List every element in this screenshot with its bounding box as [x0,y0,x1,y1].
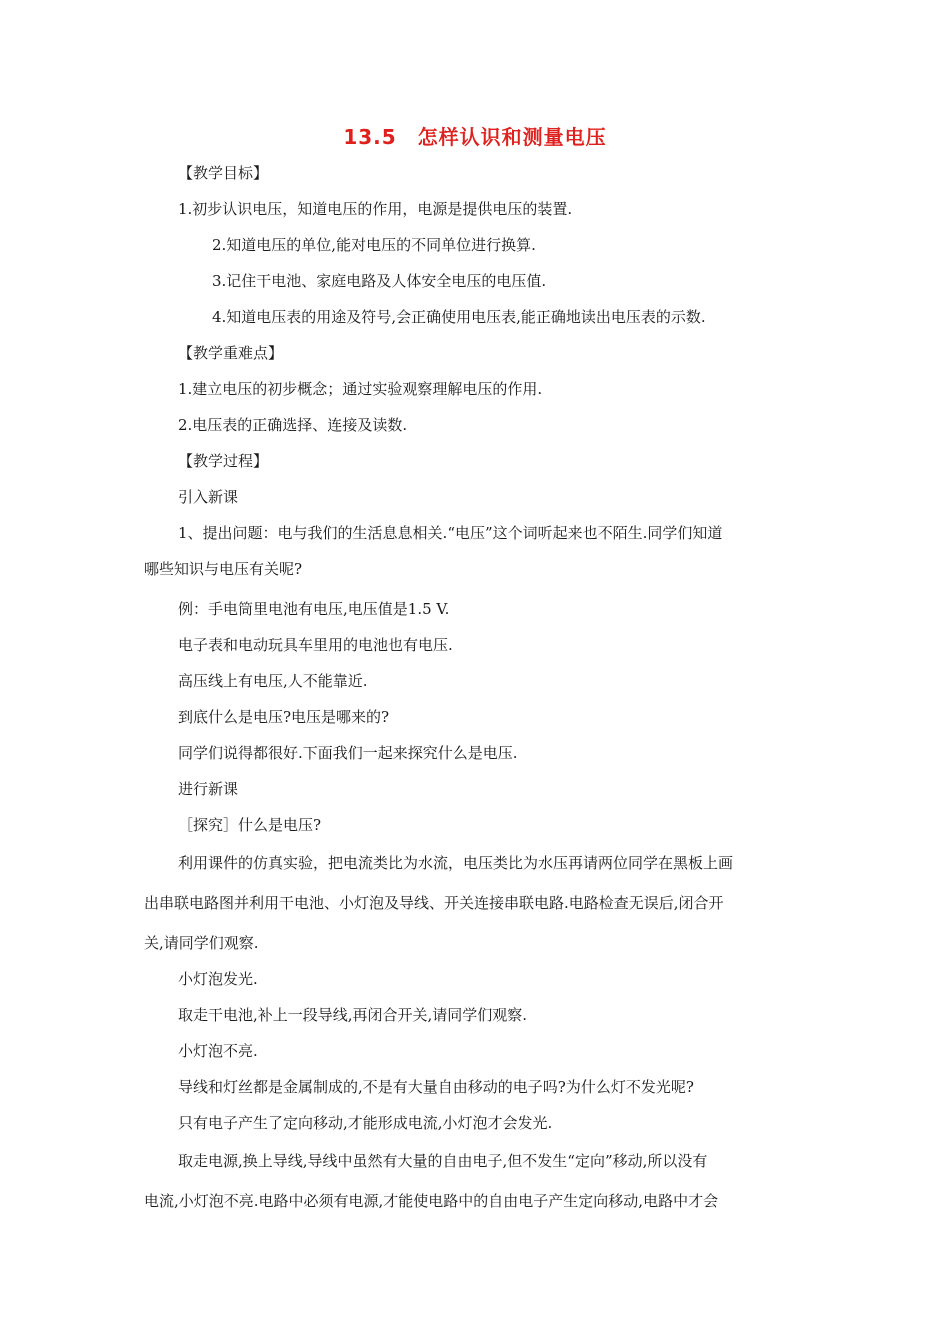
paragraph-line: 小灯泡发光. [178,970,258,988]
paragraph-line: 利用课件的仿真实验，把电流类比为水流，电压类比为水压再请两位同学在黑板上画 [178,854,734,872]
process-heading: 【教学过程】 [178,452,269,470]
goals-heading: 【教学目标】 [178,164,269,182]
paragraph-line: 关,请同学们观察. [144,934,259,952]
goal-item: 2.知道电压的单位,能对电压的不同单位进行换算. [212,236,536,254]
key-point-item: 2.电压表的正确选择、连接及读数. [178,416,408,434]
paragraph-line: 小灯泡不亮. [178,1042,258,1060]
goal-item: 1.初步认识电压，知道电压的作用，电源是提供电压的装置. [178,200,573,218]
paragraph-line: 取走干电池,补上一段导线,再闭合开关,请同学们观察. [178,1006,528,1024]
paragraph-line: 出串联电路图并利用干电池、小灯泡及导线、开关连接串联电路.电路检查无误后,闭合开 [144,894,724,912]
paragraph-line: 高压线上有电压,人不能靠近. [178,672,368,690]
paragraph-line: 例：手电筒里电池有电压,电压值是1.5 V. [178,600,450,618]
paragraph-line: 只有电子产生了定向移动,才能形成电流,小灯泡才会发光. [178,1114,553,1132]
subheading-new-lesson: 进行新课 [178,780,239,798]
paragraph-line: 到底什么是电压?电压是哪来的? [178,708,390,726]
goal-item: 3.记住干电池、家庭电路及人体安全电压的电压值. [212,272,547,290]
key-points-heading: 【教学重难点】 [178,344,284,362]
page-title: 13.5 怎样认识和测量电压 [343,125,607,149]
paragraph-line: 电流,小灯泡不亮.电路中必须有电源,才能使电路中的自由电子产生定向移动,电路中才会 [144,1192,719,1210]
key-point-item: 1.建立电压的初步概念；通过实验观察理解电压的作用. [178,380,543,398]
paragraph-line: 电子表和电动玩具车里用的电池也有电压. [178,636,453,654]
paragraph-line: 1、提出问题：电与我们的生活息息相关.“电压”这个词听起来也不陌生.同学们知道 [178,524,723,542]
paragraph-line: 取走电源,换上导线,导线中虽然有大量的自由电子,但不发生“定向”移动,所以没有 [178,1152,708,1170]
paragraph-line: 同学们说得都很好.下面我们一起来探究什么是电压. [178,744,518,762]
goal-item: 4.知道电压表的用途及符号,会正确使用电压表,能正确地读出电压表的示数. [212,308,706,326]
subheading-intro: 引入新课 [178,488,239,506]
paragraph-line: 导线和灯丝都是金属制成的,不是有大量自由移动的电子吗?为什么灯不发光呢? [178,1078,694,1096]
paragraph-line: 哪些知识与电压有关呢? [144,560,303,578]
subheading-explore: ［探究］什么是电压? [178,816,322,834]
